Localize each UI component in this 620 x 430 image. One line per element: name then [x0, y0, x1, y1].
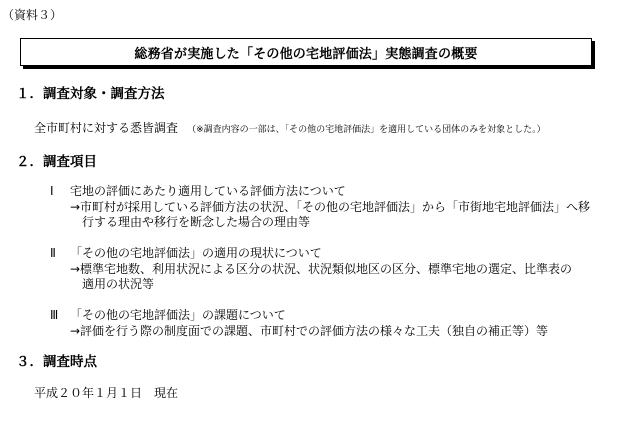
section-1-body: 全市町村に対する悉皆調査	[34, 121, 179, 135]
item-3-row	[50, 306, 286, 323]
item-3-detail-line-1: →評価を行う際の制度面での課題、市町村での評価方法の様々な工夫（独自の補正等）等	[70, 324, 549, 338]
section-1-heading: １．調査対象・調査方法	[16, 86, 165, 102]
title-box	[20, 38, 592, 66]
reference-label: （資料３）	[2, 8, 63, 22]
section-2-heading: ２．調査項目	[16, 154, 97, 170]
item-1-text: 宅地の評価にあたり適用している評価方法について	[70, 184, 346, 198]
item-2-row	[50, 244, 322, 261]
item-1-row	[50, 182, 346, 199]
section-3-body: 平成２０年１月１日 現在	[34, 386, 179, 400]
item-1-detail-line-2: 行する理由や移行を断念した場合の理由等	[82, 215, 311, 229]
item-1-numeral: Ⅰ	[50, 184, 54, 198]
item-3-numeral: Ⅲ	[50, 308, 59, 322]
section-3-heading: ３．調査時点	[16, 354, 97, 370]
item-3-text: 「その他の宅地評価法」の課題について	[70, 308, 286, 322]
section-1-note: （※調査内容の一部は、「その他の宅地評価法」を適用している団体のみを対象とした。）	[187, 125, 546, 135]
item-2-detail-line-2: 適用の状況等	[82, 277, 155, 291]
item-2-detail-line-1: →標準宅地数、利用状況による区分の状況、状況類似地区の区分、標準宅地の選定、比準表の	[70, 262, 573, 276]
item-2-numeral: Ⅱ	[50, 246, 56, 260]
item-2-text: 「その他の宅地評価法」の適用の現状について	[70, 246, 322, 260]
item-1-detail-line-1: →市町村が採用している評価方法の状況、「その他の宅地評価法」から「市街地宅地評価法」へ移	[70, 200, 591, 214]
document-title: 総務省が実施した「その他の宅地評価法」実態調査の概要	[134, 46, 478, 62]
section-1-body-row	[34, 117, 546, 136]
